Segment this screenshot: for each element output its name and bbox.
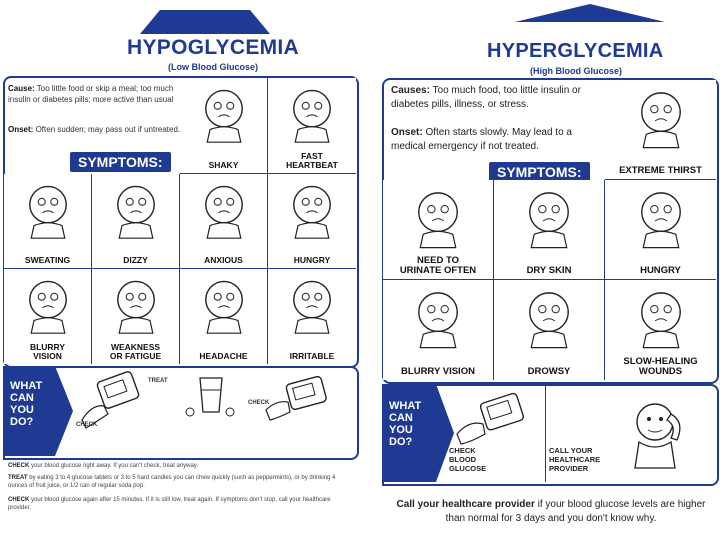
symptom-label: NEED TO URINATE OFTEN — [399, 255, 477, 276]
hyper-symptoms-tab: SYMPTOMS: — [489, 162, 590, 182]
cartoon-face-icon — [499, 284, 599, 358]
cartoon-face-icon — [272, 273, 352, 343]
symptom-label: DROWSY — [527, 366, 571, 377]
hyper-symptom-cell — [605, 280, 716, 380]
grid-spacer — [92, 78, 180, 174]
hypo-symptom-cell — [4, 269, 92, 364]
hypo-symptom-cell — [180, 269, 268, 364]
symptom-label: BLURRY VISION — [401, 366, 475, 377]
cartoon-face-icon — [611, 284, 711, 358]
hyper-subtitle: (High Blood Glucose) — [530, 66, 622, 76]
cartoon-face-icon — [184, 273, 264, 343]
symptom-label: DRY SKIN — [526, 265, 572, 276]
cartoon-face-icon — [499, 184, 599, 258]
juice-glass-icon — [180, 372, 240, 420]
cartoon-face-icon — [272, 178, 352, 248]
hypo-symptom-cell — [180, 78, 268, 174]
cartoon-face-icon — [184, 178, 264, 248]
symptom-label: FAST HEARTBEAT — [286, 151, 338, 170]
symptom-label: SLOW-HEALING WOUNDS — [623, 356, 698, 377]
grid-spacer — [494, 80, 605, 180]
hypo-symptom-cell — [92, 269, 180, 364]
hypo-cause: Cause: Too little food or skip a meal; too much insulin or diabetes pills; more active than usual — [8, 84, 174, 104]
symptom-label: SHAKY — [208, 160, 239, 170]
symptom-label: DIZZY — [123, 255, 148, 265]
hyper-what-to-do: WHAT CAN YOU DO? — [389, 400, 422, 448]
hypo-footnote-3: CHECK your blood glucose again after 15 minutes. If it is still low, treat again. If symptoms don't stop, call your healthcare provider. — [8, 497, 331, 511]
cartoon-face-icon — [8, 178, 88, 248]
action-divider — [545, 384, 546, 482]
hypo-action-check-2: CHECK — [248, 400, 270, 406]
hypo-symptom-cell — [180, 174, 268, 269]
hyper-causes: Causes: Too much food, too little insulin or diabetes pills, illness, or stress. — [391, 85, 581, 110]
phone-call-person-icon — [615, 392, 705, 472]
hyper-symptom-cell — [605, 80, 716, 180]
symptom-label: WEAKNESS OR FATIGUE — [109, 342, 162, 361]
hypo-symptoms-tab: SYMPTOMS: — [70, 152, 171, 172]
grid-spacer — [383, 80, 494, 180]
hypo-footnote-2: TREAT by eating 3 to 4 glucose tablets or 3 to 5 hard candies you can chew quickly (such as peppermints), or by drinking 4 ounces of fruit juice, or 1/2 can of regular soda pop. — [8, 475, 336, 489]
symptom-label: IRRITABLE — [289, 351, 335, 361]
cartoon-face-icon — [272, 82, 352, 152]
cartoon-face-icon — [611, 84, 711, 158]
hypo-symptom-grid — [4, 78, 356, 364]
hypo-what-to-do: WHAT CAN YOU DO? — [10, 380, 43, 428]
header-arrow-shape — [140, 6, 270, 36]
hyper-symptom-cell — [383, 280, 494, 380]
hypo-footnote-1: CHECK your blood glucose right away. If you can't check, treat anyway. — [8, 463, 199, 469]
cartoon-face-icon — [611, 184, 711, 258]
hypo-action-treat: TREAT — [148, 378, 168, 384]
symptom-label: EXTREME THIRST — [619, 165, 702, 176]
symptom-label: SWEATING — [24, 255, 71, 265]
symptom-label: HEADACHE — [199, 351, 248, 361]
symptom-label: HUNGRY — [640, 265, 681, 276]
glucose-meter-icon — [78, 370, 148, 430]
hypo-onset: Onset: Often sudden; may pass out if untreated. — [8, 125, 181, 134]
symptom-label: HUNGRY — [293, 255, 331, 265]
hyper-title: HYPERGLYCEMIA — [487, 40, 664, 62]
hyper-symptom-grid — [383, 80, 716, 380]
glucose-meter-icon-2 — [262, 370, 342, 430]
header-arrow-shape-2 — [515, 4, 665, 24]
hyperglycemia-panel — [365, 0, 720, 540]
hyper-symptom-cell — [494, 180, 605, 280]
hypo-symptom-cell — [268, 269, 356, 364]
symptom-label: ANXIOUS — [204, 255, 243, 265]
hypo-action-check-1: CHECK — [76, 422, 98, 428]
cartoon-face-icon — [388, 284, 488, 358]
hyper-footer: Call your healthcare provider if your blood glucose levels are higher than normal for 3 days and you don't know why. — [396, 499, 706, 524]
hyper-symptom-cell — [494, 280, 605, 380]
hypo-title: HYPOGLYCEMIA — [127, 36, 300, 59]
hyper-symptom-cell — [383, 180, 494, 280]
cartoon-face-icon — [96, 178, 176, 248]
hypo-symptom-cell — [4, 174, 92, 269]
glucose-meter-icon-3 — [451, 388, 541, 448]
hypo-subtitle: (Low Blood Glucose) — [168, 62, 258, 72]
hypo-symptom-cell — [268, 174, 356, 269]
hypo-symptom-cell — [268, 78, 356, 174]
cartoon-face-icon — [8, 273, 88, 343]
cartoon-face-icon — [388, 184, 488, 258]
grid-spacer — [4, 78, 92, 174]
hyper-onset: Onset: Often starts slowly. May lead to a medical emergency if not treated. — [391, 127, 572, 152]
cartoon-face-icon — [184, 82, 264, 152]
symptom-label: BLURRY VISION — [29, 342, 66, 361]
hypo-symptom-cell — [92, 174, 180, 269]
hyper-symptom-cell — [605, 180, 716, 280]
hyper-action-call: CALL YOUR HEALTHCARE PROVIDER — [549, 446, 601, 473]
cartoon-face-icon — [96, 273, 176, 343]
hyper-action-check: CHECK BLOOD GLUCOSE — [449, 446, 487, 473]
